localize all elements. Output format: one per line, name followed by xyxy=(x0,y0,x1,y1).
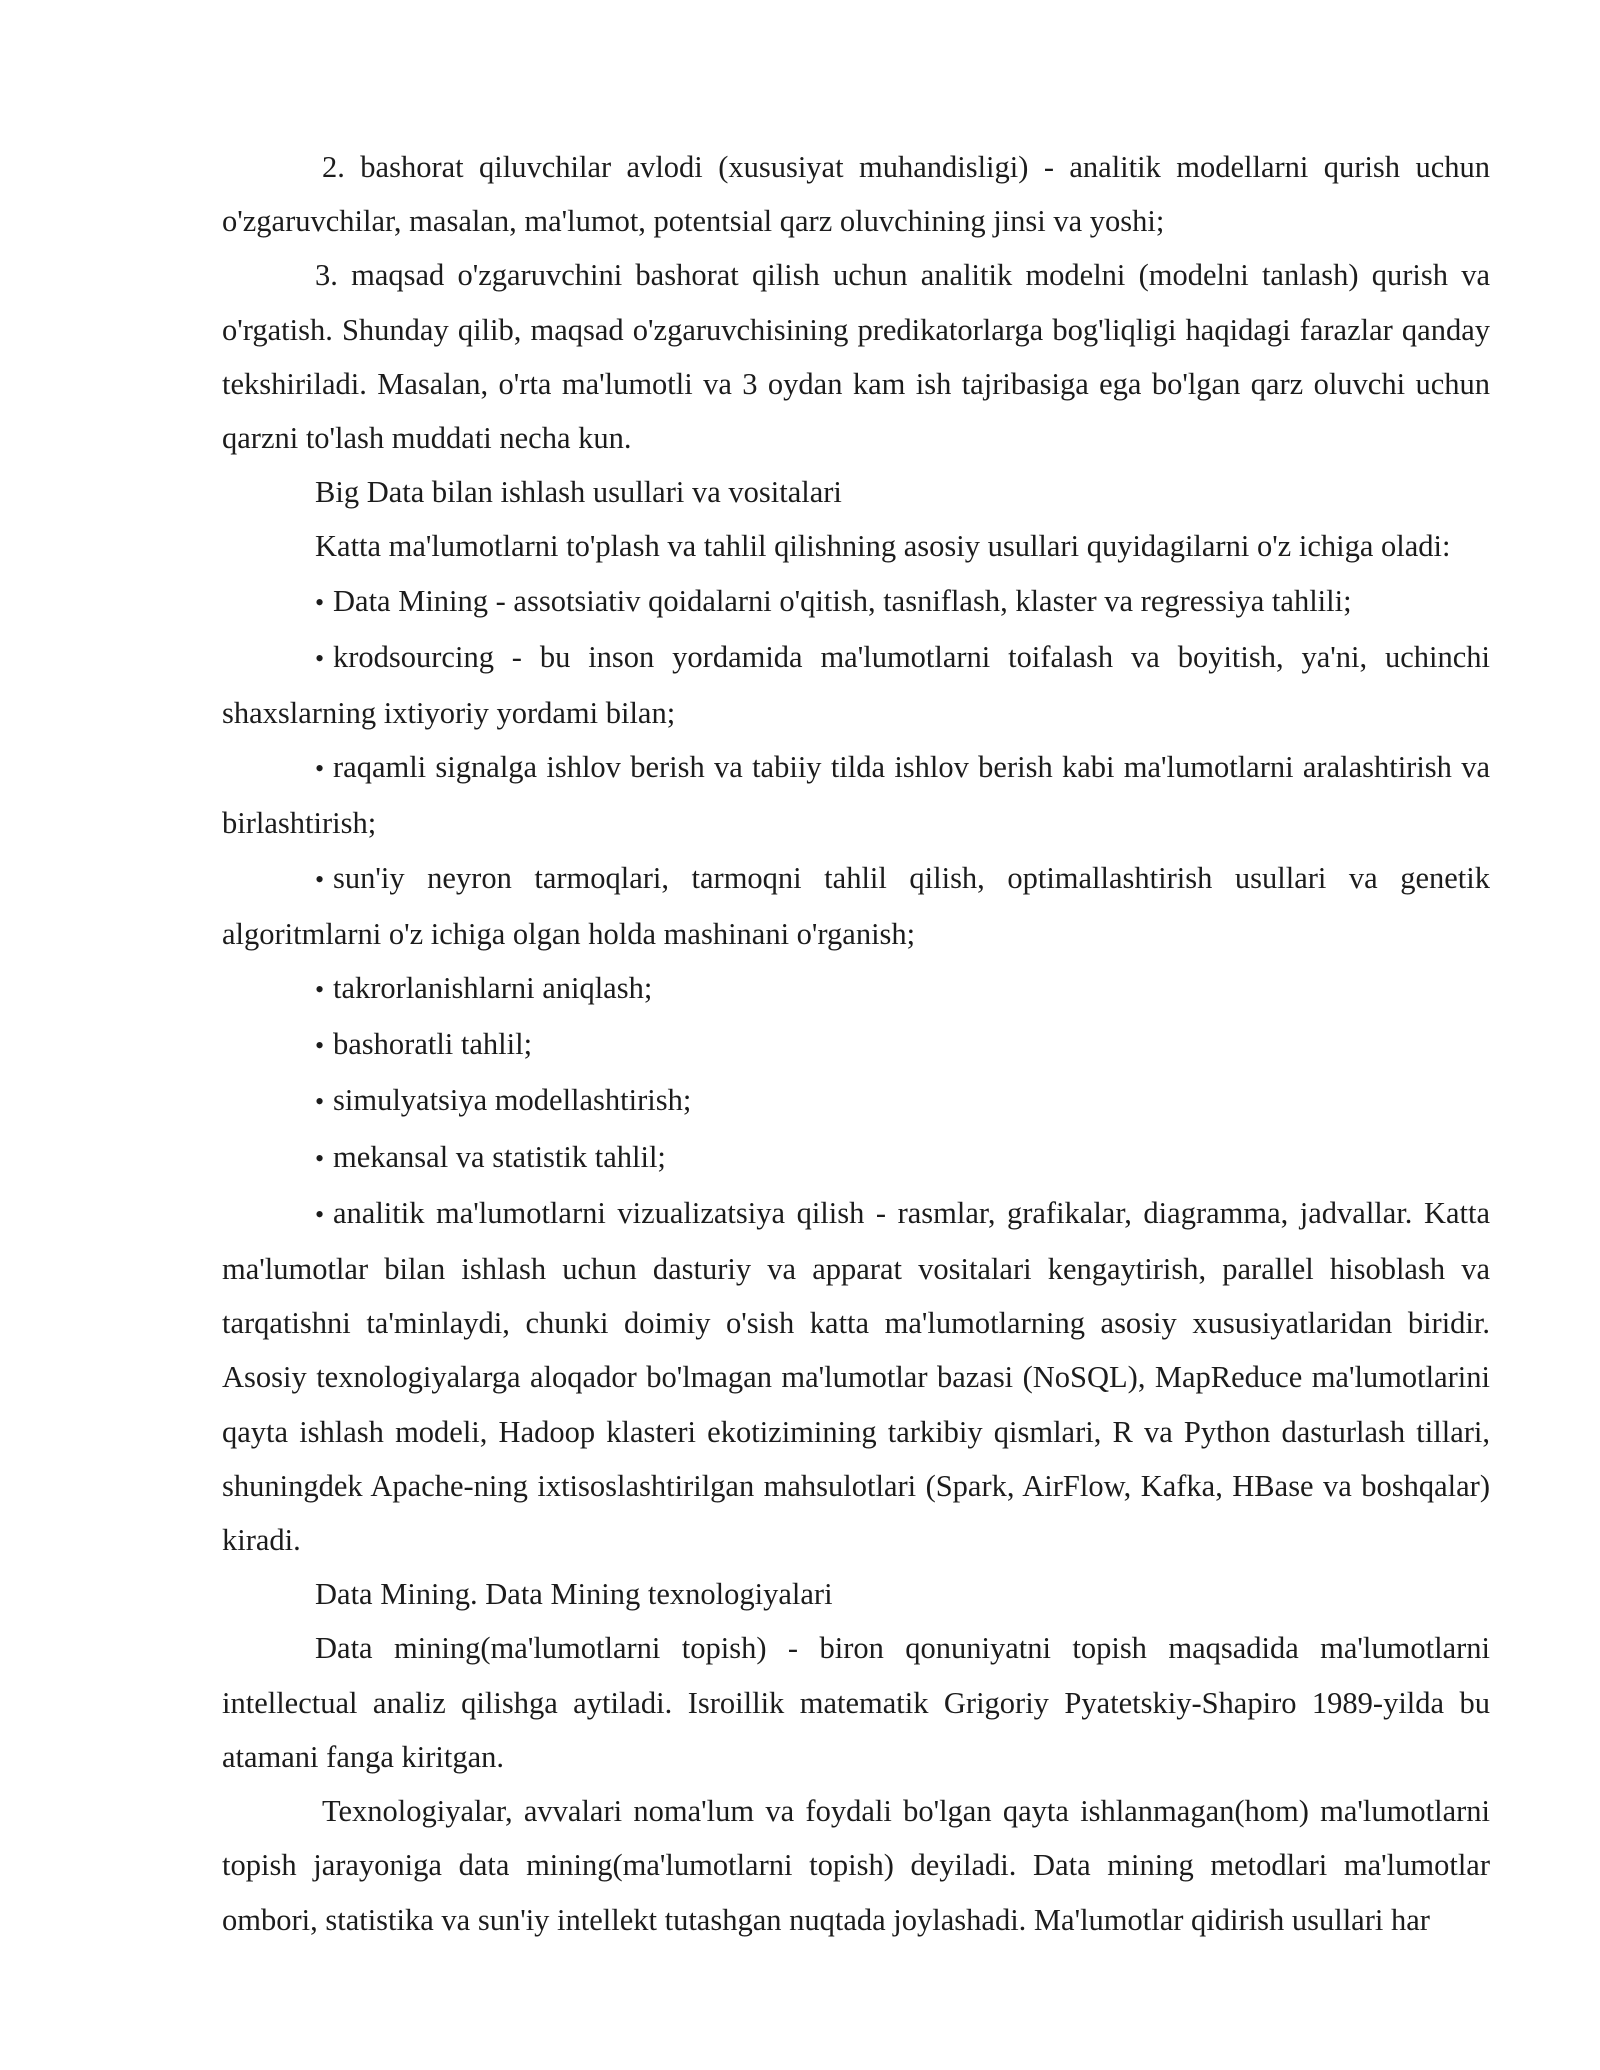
bullet-icon: • xyxy=(315,643,325,673)
bullet-item-machine-learning xyxy=(222,851,1490,961)
paragraph-data-mining-technologies xyxy=(222,1784,1490,1947)
bullet-text: takrorlanishlarni aniqlash; xyxy=(333,971,653,1006)
bullet-item-data-fusion xyxy=(222,740,1490,850)
paragraph-methods-intro xyxy=(222,519,1490,573)
bullet-text: simulyatsiya modellashtirish; xyxy=(333,1083,692,1118)
section-heading-big-data-methods xyxy=(222,465,1490,519)
heading-text: Big Data bilan ishlash usullari va vositalari xyxy=(315,475,842,510)
bullet-icon: • xyxy=(315,1199,325,1229)
bullet-text: Data Mining - assotsiativ qoidalarni o'qitish, tasniflash, klaster va regressiya tahlili; xyxy=(333,583,1352,618)
paragraph-model-selection xyxy=(222,248,1490,465)
bullet-icon: • xyxy=(315,1031,325,1061)
bullet-text: raqamli signalga ishlov berish va tabiiy tilda ishlov berish kabi ma'lumotlarni aralashtirish va birlashtirish; xyxy=(222,750,1490,841)
bullet-text: sun'iy neyron tarmoqlari, tarmoqni tahlil qilish, optimallashtirish usullari va genetik algoritmlarni o'z ichiga olgan holda mashinani o'rganish; xyxy=(222,860,1490,951)
paragraph-text: 2. bashorat qiluvchilar avlodi (xususiyat muhandisligi) - analitik modellarni qurish uchun o'zgaruvchilar, masalan, ma'lumot, potentsial qarz oluvchining jinsi va yoshi; xyxy=(222,150,1490,239)
bullet-item-predictive-analysis xyxy=(222,1017,1490,1073)
bullet-item-simulation xyxy=(222,1073,1490,1129)
heading-text: Data Mining. Data Mining texnologiyalari xyxy=(315,1577,833,1612)
bullet-text: mekansal va statistik tahlil; xyxy=(333,1139,666,1174)
bullet-icon: • xyxy=(315,864,325,894)
paragraph-text: 3. maqsad o'zgaruvchini bashorat qilish uchun analitik modelni (modelni tanlash) qurish va o'rgatish. Shunday qilib, maqsad o'zgaruvchisining predikatorlarga bog'liqligi haqidagi farazlar qanday tekshiriladi. Masalan, o'rta ma'lumotli va 3 oydan kam ish tajribasiga ega bo'lgan qarz oluvchi uchun qarzni to'lash muddati necha kun. xyxy=(222,258,1490,456)
bullet-item-spatial-analysis xyxy=(222,1130,1490,1186)
paragraph-text: Katta ma'lumotlarni to'plash va tahlil qilishning asosiy usullari quyidagilarni o'z ichiga oladi: xyxy=(315,529,1451,564)
bullet-text: analitik ma'lumotlarni vizualizatsiya qilish - rasmlar, grafikalar, diagramma, jadvallar. Katta ma'lumotlar bilan ishlash uchun dasturiy va apparat vositalari kengaytirish, parallel hisoblash va tarqatishni ta'minlaydi, chunki doimiy o'sish katta ma'lumotlarning asosiy xususiyatlaridan biridir. Asosiy texnologiyalarga aloqador bo'lmagan ma'lumotlar bazasi (NoSQL), MapReduce ma'lumotlarini qayta ishlash modeli, Hadoop klasteri ekotizimining tarkibiy qismlari, R va Python dasturlash tillari, shuningdek Apache-ning ixtisoslashtirilgan mahsulotlari (Spark, AirFlow, Kafka, HBase va boshqalar) kiradi. xyxy=(222,1195,1490,1558)
bullet-icon: • xyxy=(315,1143,325,1173)
section-heading-data-mining xyxy=(222,1567,1490,1621)
bullet-item-visualization xyxy=(222,1186,1490,1567)
paragraph-text: Texnologiyalar, avvalari noma'lum va foydali bo'lgan qayta ishlanmagan(hom) ma'lumotlarni topish jarayoniga data mining(ma'lumotlarni topish) deyiladi. Data mining metodlari ma'lumotlar ombori, statistika va sun'iy intellekt tutashgan nuqtada joylashadi. Ma'lumotlar qidirish usullari har xyxy=(222,1794,1490,1937)
bullet-item-repetition-detection xyxy=(222,961,1490,1017)
paragraph-feature-engineering xyxy=(222,140,1490,248)
document-body xyxy=(222,140,1490,1947)
bullet-icon: • xyxy=(315,754,325,784)
paragraph-data-mining-definition xyxy=(222,1621,1490,1784)
bullet-icon: • xyxy=(315,975,325,1005)
bullet-text: krodsourcing - bu inson yordamida ma'lumotlarni toifalash va boyitish, ya'ni, uchinchi shaxslarning ixtiyoriy yordami bilan; xyxy=(222,639,1490,731)
bullet-item-data-mining xyxy=(222,574,1490,630)
bullet-icon: • xyxy=(315,1087,325,1117)
bullet-item-crowdsourcing xyxy=(222,630,1490,740)
paragraph-text: Data mining(ma'lumotlarni topish) - biron qonuniyatni topish maqsadida ma'lumotlarni intellectual analiz qilishga aytiladi. Isroillik matematik Grigoriy Pyatetskiy-Shapiro 1989-yilda bu atamani fanga kiritgan. xyxy=(222,1631,1490,1774)
bullet-icon: • xyxy=(315,587,325,617)
bullet-text: bashoratli tahlil; xyxy=(333,1027,533,1062)
